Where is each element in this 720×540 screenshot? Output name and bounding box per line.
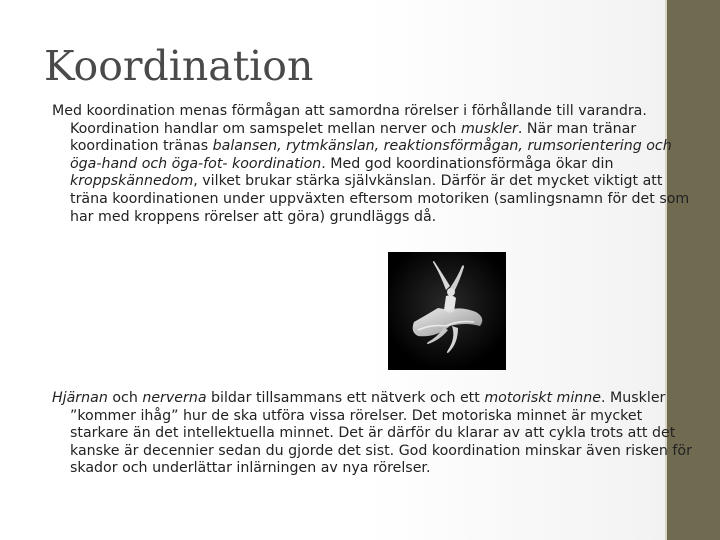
paragraph-koordination: [52, 103, 700, 226]
text-run: , vilket brukar stärka självkänslan. Därför är det mycket viktigt att träna koordinationen under uppväxten eftersom motoriken (samlingsnamn för det som har med kroppens rörelser att göra) grundläggs då.: [70, 173, 690, 225]
text-run: . När man tränar koordination tränas: [70, 120, 637, 155]
slide-title: Koordination: [44, 42, 314, 90]
text-run: och: [107, 390, 143, 406]
text-run: . Muskler ”kommer ihåg” hur de ska utföra vissa rörelser. Det motoriska minnet är mycket starkare än det intellektuella minnet. Det är därför du klarar av att cykla trots att det kanske är decennier sedan du gjorde det sist. God koordination minskar även risken för skador och underlättar inlärningen av nya rörelser.: [70, 390, 692, 477]
text-run: bildar tillsammans ett nätverk och ett: [206, 390, 485, 406]
text-run-italic: balansen, rytmkänslan, reaktionsförmågan, rumsorientering och öga-hand och öga-fot- koordination: [70, 138, 672, 172]
text-run-italic: nerverna: [142, 390, 207, 406]
text-run-italic: motoriskt minne: [484, 390, 602, 406]
paragraph-motoriskt-minne: [52, 390, 700, 478]
text-run: . Med god koordinationsförmåga ökar din: [321, 155, 614, 172]
text-run-italic: muskler: [460, 120, 518, 137]
dancer-head: [447, 288, 455, 296]
text-run-italic: kroppskännedom: [70, 173, 194, 190]
dancer-photo: [388, 252, 506, 370]
text-run: Med koordination menas förmågan att samordna rörelser i förhållande till varandra. Koordination handlar om samspelet mellan nerver och: [52, 103, 647, 137]
text-run-italic: Hjärnan: [52, 390, 108, 406]
